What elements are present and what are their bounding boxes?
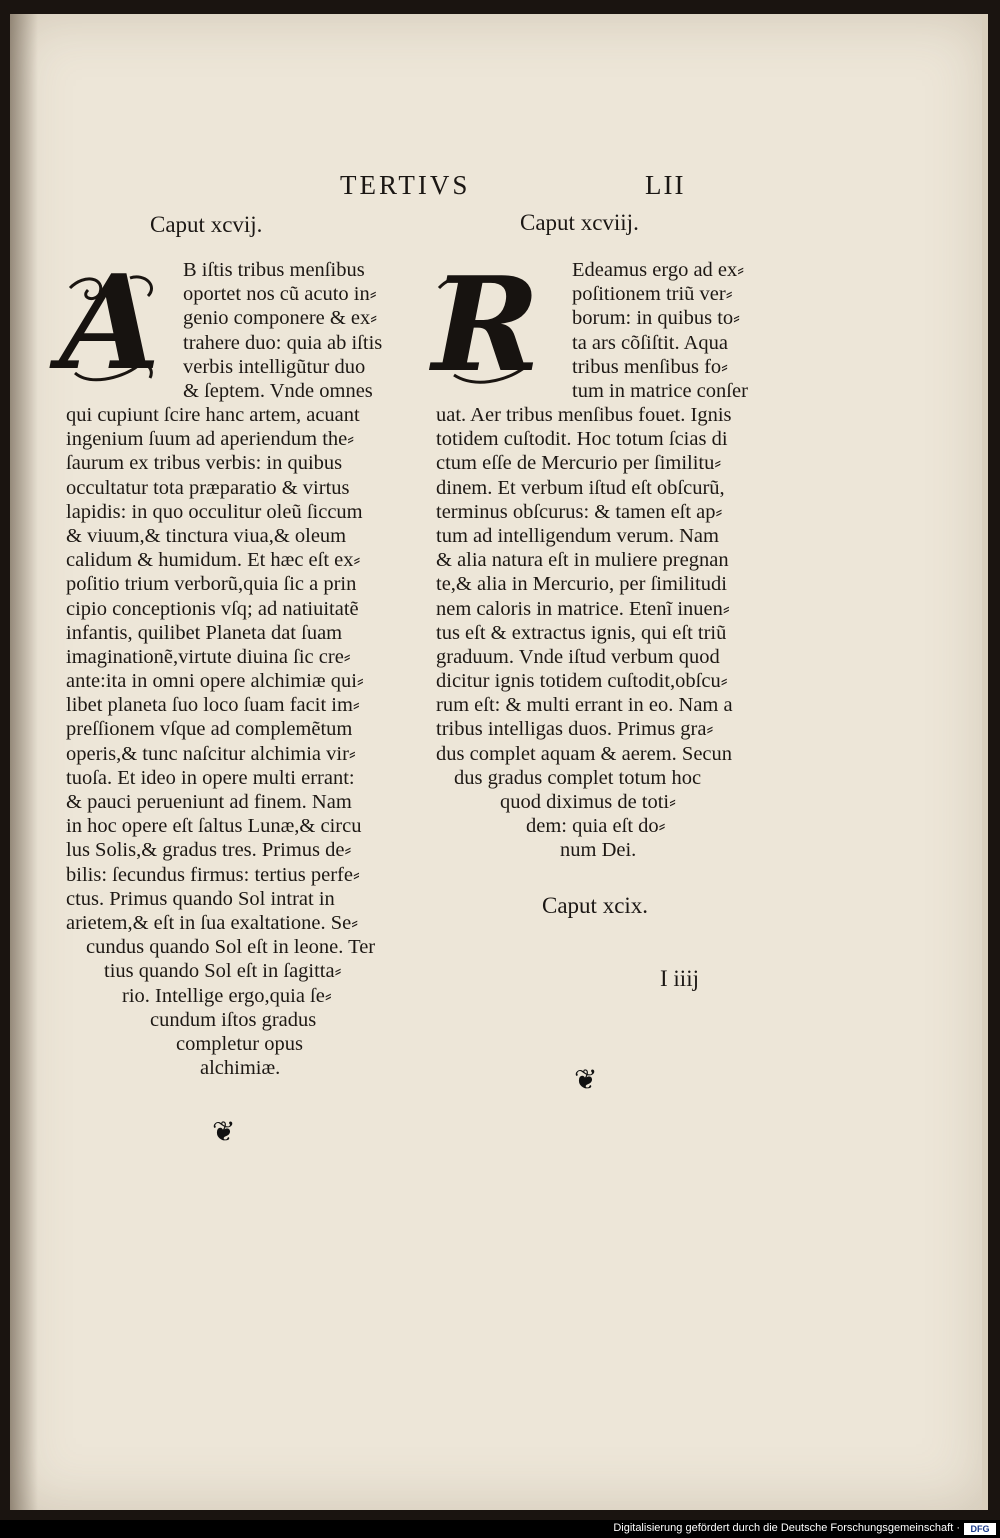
text-line: preſſionem vſque ad complemẽtum [66, 718, 353, 741]
text-line: B iſtis tribus menſibus [183, 259, 365, 281]
running-head: TERTIVS [340, 170, 471, 200]
text-line: cipio conceptionis vſq; ad natiuitatẽ [66, 597, 359, 620]
text-line: verbis intelligũtur duo [183, 355, 366, 378]
gutter-shadow [10, 14, 38, 1510]
text-line: ta ars cõſiſtit. Aqua [572, 331, 728, 354]
text-line: imaginationẽ,virtute diuina ſic cre⸗ [66, 645, 351, 668]
text-line: occultatur tota præparatio & virtus [66, 476, 350, 499]
right-chapter-heading: Caput xcviij. [520, 210, 639, 235]
text-line: lus Solis,& gradus tres. Primus de⸗ [66, 839, 352, 862]
text-line: infantis, quilibet Planeta dat ſuam [66, 621, 343, 644]
text-line: & viuum,& tinctura viua,& oleum [66, 524, 347, 547]
text-line: operis,& tunc naſcitur alchimia vir⸗ [66, 742, 356, 765]
text-line: rum eſt: & multi errant in eo. Nam a [436, 694, 733, 717]
text-line: & pauci perueniunt ad finem. Nam [66, 791, 352, 813]
left-fleuron-icon: ❦ [212, 1117, 236, 1148]
next-chapter-heading: Caput xcix. [542, 893, 649, 918]
text-line: in hoc opere eſt ſaltus Lunæ,& circu [66, 815, 362, 838]
dfg-logo: DFG [964, 1523, 996, 1535]
text-line: tribus menſibus fo⸗ [572, 355, 729, 378]
right-fleuron-icon: ❦ [574, 1065, 598, 1096]
text-line: tuoſa. Et ideo in opere multi errant: [66, 766, 355, 789]
text-line: ctum eſſe de Mercurio per ſimilitu⸗ [436, 452, 722, 475]
text-line: dinem. Et verbum iſtud eſt obſcurũ, [436, 476, 725, 499]
text-line: trahere duo: quia ab iſtis [183, 331, 383, 354]
text-line: arietem,& eſt in ſua exaltatione. Se⸗ [66, 911, 359, 934]
text-line: terminus obſcurus: & tamen eſt ap⸗ [436, 500, 723, 523]
text-line: dicitur ignis totidem cuſtodit,obſcu⸗ [436, 670, 728, 693]
text-line: cundus quando Sol eſt in leone. Ter [86, 936, 376, 959]
text-line: rio. Intellige ergo,quia ſe⸗ [122, 984, 332, 1007]
text-line: borum: in quibus to⸗ [572, 307, 740, 330]
text-line: dus complet aquam & aerem. Secun [436, 742, 733, 765]
text-line: bilis: ſecundus firmus: tertius perfe⸗ [66, 863, 360, 886]
text-line: dus gradus complet totum hoc [454, 766, 702, 789]
text-line: tum ad intelligendum verum. Nam [436, 524, 719, 547]
text-line: tius quando Sol eſt in ſagitta⸗ [104, 960, 342, 983]
text-line: ctus. Primus quando Sol intrat in [66, 887, 335, 910]
text-line: ante:ita in omni opere alchimiæ qui⸗ [66, 670, 364, 693]
text-line: num Dei. [560, 839, 637, 862]
text-line: oportet nos cũ acuto in⸗ [183, 283, 377, 306]
text-line: genio componere & ex⸗ [183, 307, 378, 330]
text-line: quod diximus de toti⸗ [500, 791, 676, 813]
footer-credit: Digitalisierung gefördert durch die Deutsche Forschungsgemeinschaft · [613, 1522, 960, 1534]
digitization-footer [0, 1520, 1000, 1538]
left-column-text [66, 403, 375, 1080]
text-line: nem caloris in matrice. Etenĩ inuen⸗ [436, 597, 730, 620]
text-line: & alia natura eſt in muliere pregnan [436, 549, 729, 572]
text-line: graduum. Vnde iſtud verbum quod [436, 645, 720, 668]
right-column-indented-text [572, 258, 748, 403]
text-line: completur opus [176, 1032, 303, 1055]
text-line: lapidis: in quo occulitur oleũ ſiccum [66, 500, 363, 523]
text-line: Edeamus ergo ad ex⸗ [572, 259, 745, 281]
text-line: alchimiæ. [200, 1057, 281, 1080]
page-edge [982, 14, 988, 1510]
text-line: totidem cuſtodit. Hoc totum ſcias di [436, 428, 728, 451]
text-line: tus eſt & extractus ignis, qui eſt triũ [436, 621, 727, 644]
text-line: uat. Aer tribus menſibus fouet. Ignis [436, 404, 732, 426]
text-line: tum in matrice conſer [572, 379, 748, 402]
text-line: poſitionem triũ ver⸗ [572, 283, 733, 306]
signature-mark: I iiij [660, 966, 699, 991]
folio-number: LII [645, 170, 686, 200]
text-line: dem: quia eſt do⸗ [526, 815, 666, 838]
text-line: ingenium ſuum ad aperiendum the⸗ [66, 428, 355, 451]
text-line: libet planeta ſuo loco ſuam facit im⸗ [66, 694, 360, 717]
text-line: ſaurum ex tribus verbis: in quibus [66, 452, 343, 475]
initial-letter: R [432, 248, 541, 401]
initial-letter: A [59, 246, 161, 399]
text-line: poſitio trium verborũ,quia ſic a prin [66, 573, 357, 596]
text-line: calidum & humidum. Et hæc eſt ex⸗ [66, 549, 361, 572]
text-line: te,& alia in Mercurio, per ſimilitudi [436, 573, 727, 596]
right-decorated-initial [432, 248, 541, 401]
left-column-indented-text [183, 258, 382, 403]
right-column-text [436, 403, 733, 863]
left-decorated-initial [58, 246, 162, 399]
text-line: & ſeptem. Vnde omnes [183, 379, 373, 402]
text-line: qui cupiunt ſcire hanc artem, acuant [66, 404, 360, 426]
text-line: tribus intelligas duos. Primus gra⸗ [436, 718, 714, 741]
text-line: cundum iſtos gradus [150, 1008, 317, 1031]
left-chapter-heading: Caput xcvij. [150, 212, 263, 237]
